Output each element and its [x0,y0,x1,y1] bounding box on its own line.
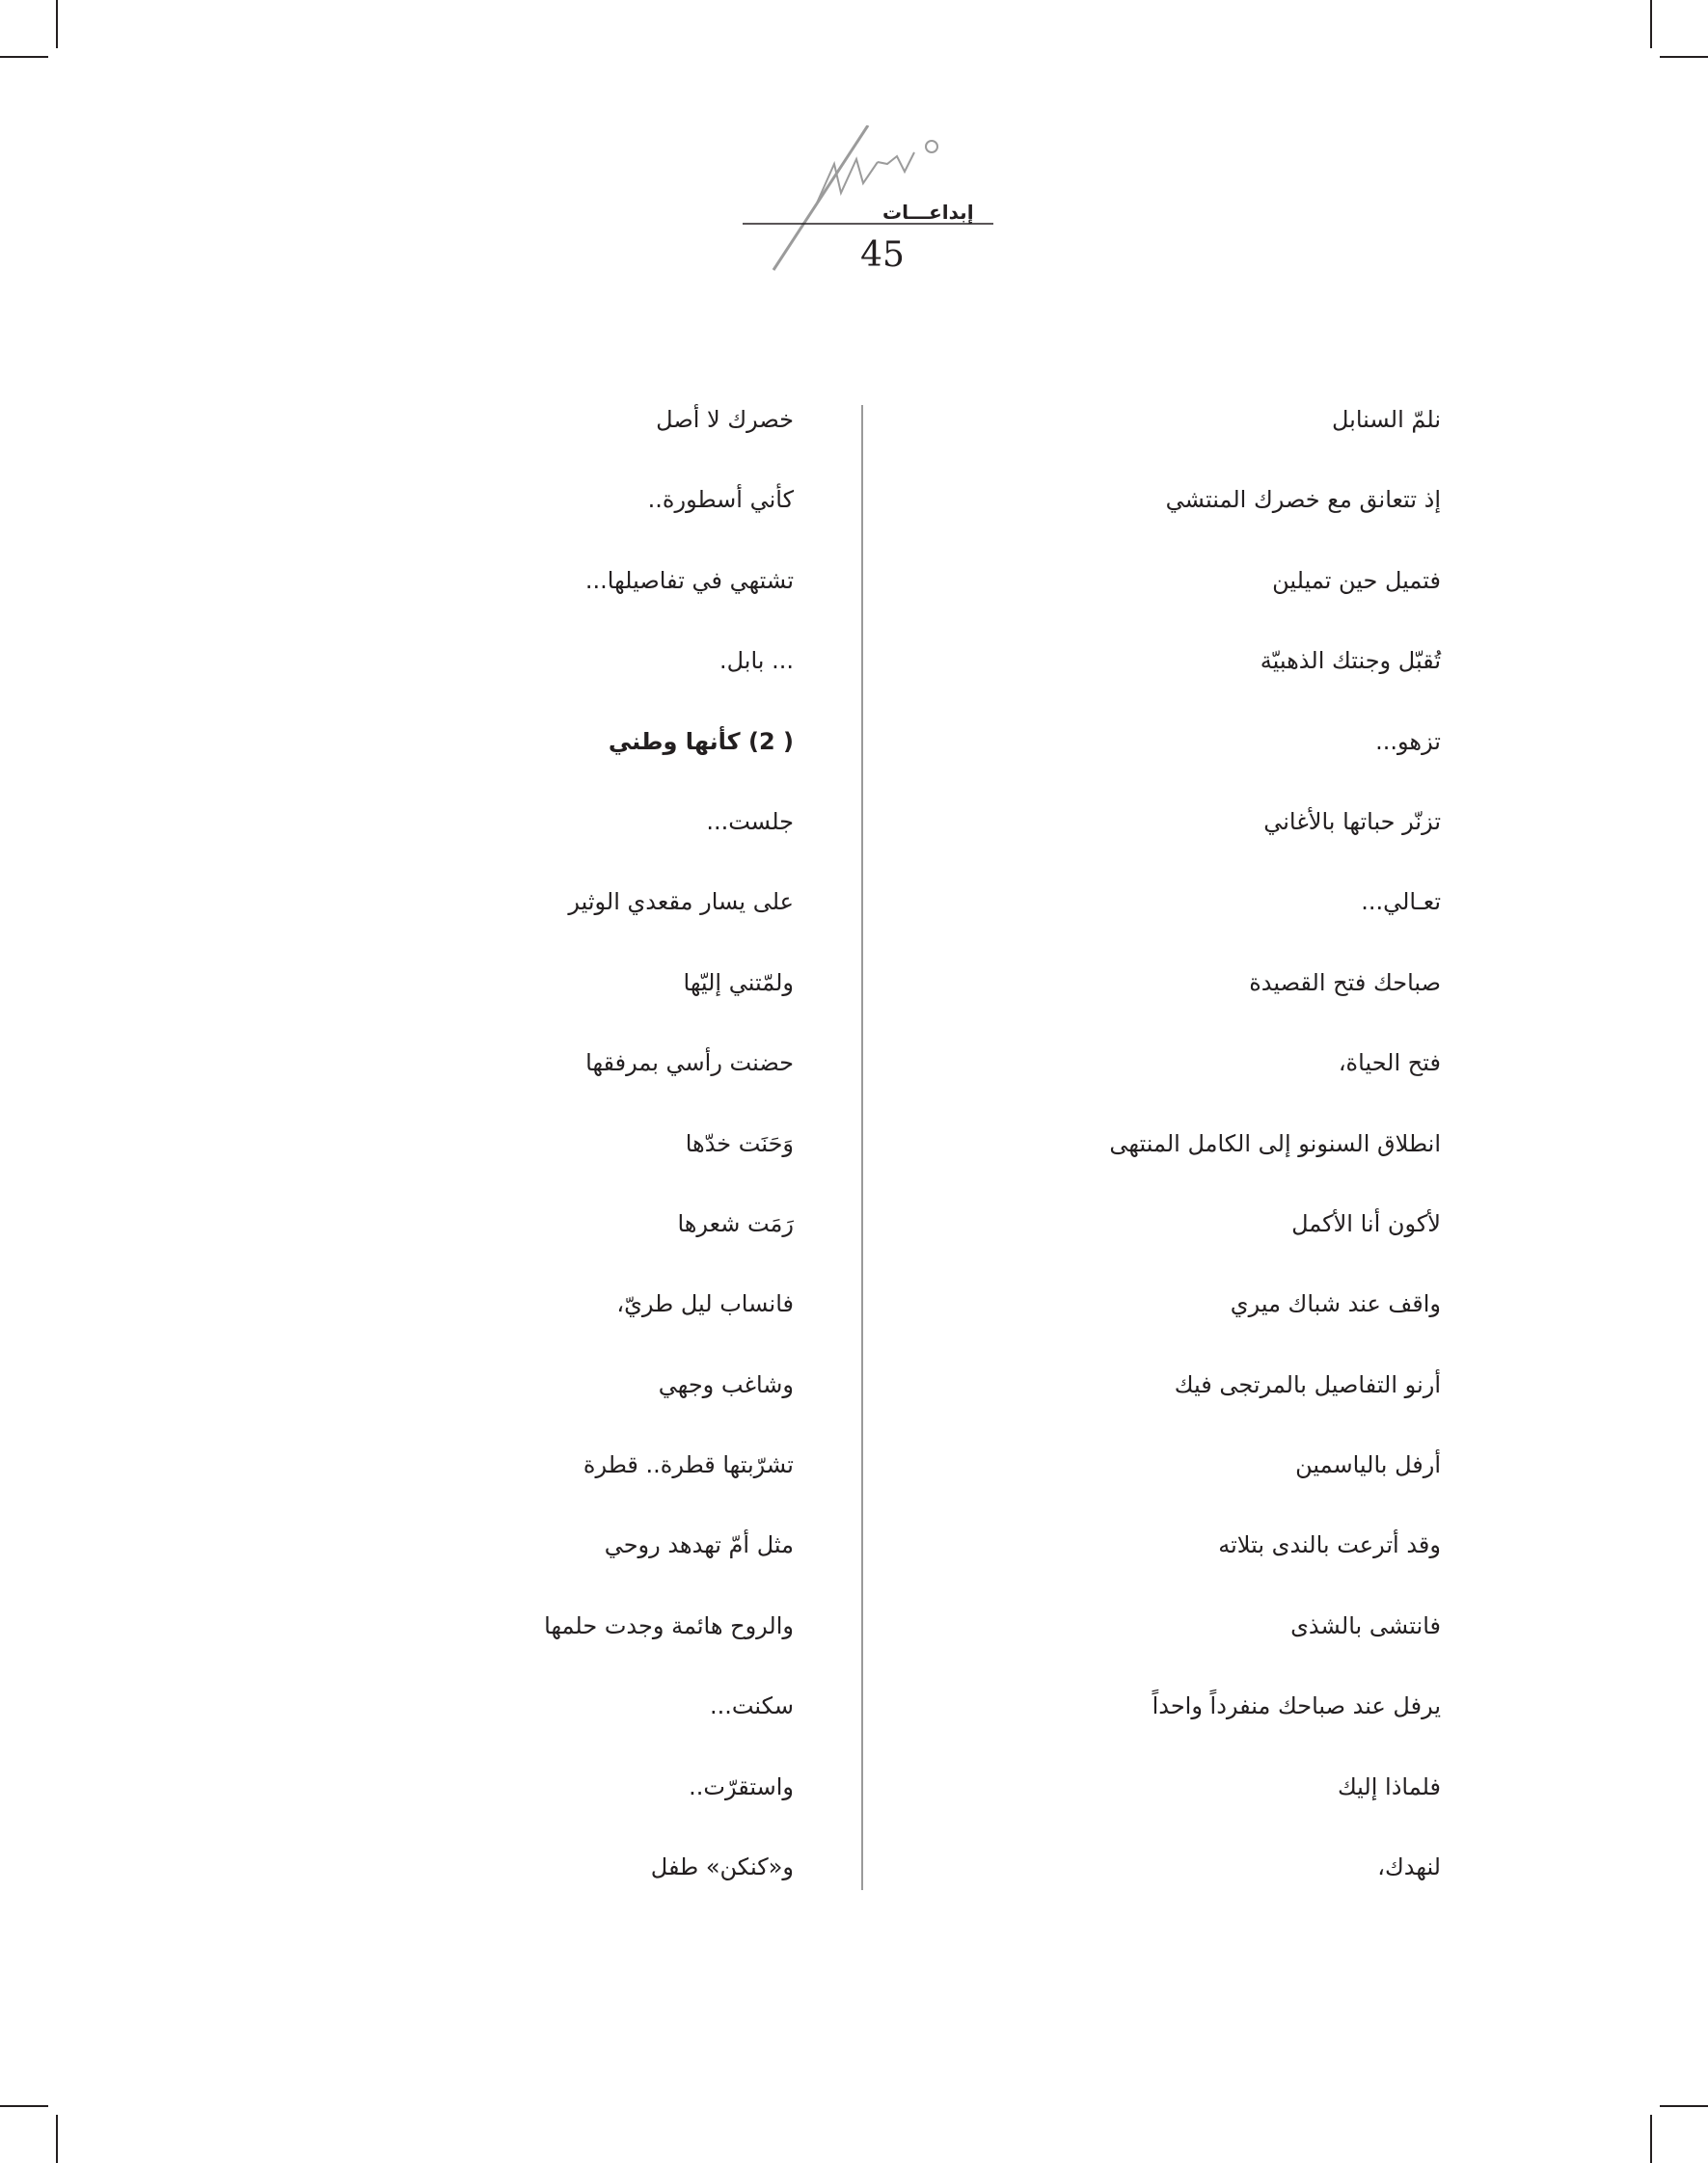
poem-line: صباحك فتح القصيدة [1249,968,1441,996]
poem-line: رَمَت شعرها [677,1209,794,1237]
crop-mark [1660,2105,1708,2107]
poem-line: جلست... [706,807,794,835]
poem-line: تزنّر حباتها بالأغاني [1263,807,1441,835]
poem-line: خصرك لا أصل [656,406,794,433]
poem-line: لأكون أنا الأكمل [1291,1209,1441,1237]
poem-line: ... بابل. [719,647,794,675]
crop-mark [1650,2115,1652,2163]
poem-line: كأني أسطورة.. [647,486,794,514]
poem-line: مثل أمّ تهدهد روحي [604,1531,794,1559]
poem-line: و«كنكن» طفل [650,1853,794,1881]
poem-line: تعـالي... [1361,888,1441,916]
crop-mark [56,2115,58,2163]
section-title: إبداعـــات [882,201,974,224]
poem-line: يرفل عند صباحك منفرداً واحداً [1152,1692,1441,1720]
column-divider [861,405,863,1890]
poem-line: انطلاق السنونو إلى الكامل المنتهى [1109,1129,1441,1157]
poem-line: وَحَنَت خدّها [685,1129,794,1157]
poem-line: وشاغب وجهي [658,1370,794,1398]
poem-line: فلماذا إليك [1337,1772,1441,1800]
poem-line: نلمّ السنابل [1331,406,1441,433]
poem-line: واستقرّت.. [689,1772,794,1800]
poem-line: تُقبّل وجنتك الذهبيّة [1260,647,1441,675]
poem-right-column [1036,395,1441,1923]
crop-mark [0,56,48,58]
crop-mark [56,0,58,48]
poem-left-column [292,395,794,1923]
poem-line: وقد أترعت بالندى بتلاته [1218,1531,1441,1559]
poem-line: ولمّتني إليّها [683,968,794,996]
poem-line: فتميل حين تميلين [1272,566,1441,594]
poem-line: سكنت... [709,1692,794,1720]
poem-line: على يسار مقعدي الوثير [568,888,794,916]
page-header [733,125,1013,309]
poem-line: فانساب ليل طريّ، [616,1290,794,1318]
poem-line: أرنو التفاصيل بالمرتجى فيك [1174,1370,1441,1398]
poem-line: تزهو... [1375,727,1441,755]
crop-mark [0,2105,48,2107]
crop-mark [1660,56,1708,58]
poem-line: لنهدك، [1377,1853,1441,1881]
poem-line: واقف عند شباك ميري [1230,1290,1441,1318]
poem-line: حضنت رأسي بمرفقها [585,1049,794,1077]
poem-line: أرفل بالياسمين [1295,1451,1441,1479]
crop-mark [1650,0,1652,48]
poem-line: تشتهي في تفاصيلها... [584,566,794,594]
poem-section-heading: ( 2) كأنها وطني [608,727,794,755]
page-number: 45 [860,235,905,275]
poem-line: فتح الحياة، [1338,1049,1441,1077]
poem-line: إذ تتعانق مع خصرك المنتشي [1165,486,1441,514]
poem-line: فانتشى بالشذى [1290,1611,1441,1639]
poem-line: تشرّبتها قطرة.. قطرة [583,1451,794,1479]
poem-line: والروح هائمة وجدت حلمها [544,1611,794,1639]
